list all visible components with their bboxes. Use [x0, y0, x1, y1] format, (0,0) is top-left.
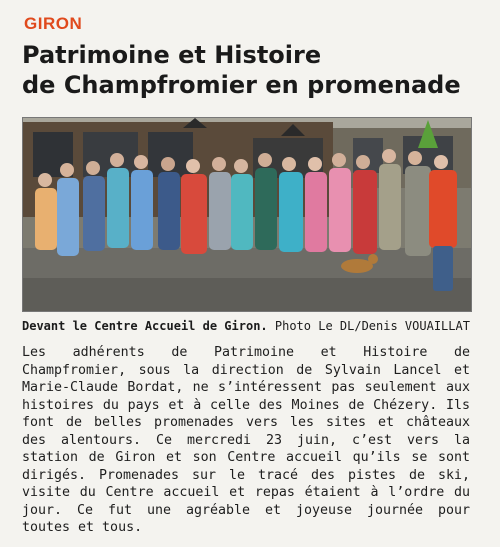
- photo-caption: [22, 318, 492, 334]
- section-label: GIRON: [24, 14, 83, 33]
- article-paragraph: Les adhérents de Patrimoine et Histoire de Champfromier, sous la direction de Sylvain Lancel et Marie-Claude Bordat, ne s’intéressent pas seulement aux histoires du pays et à celle des Moines de Chézery. Ils font de belles promenades vers les sites et châteaux des alentours. Ce mercredi 23 juin, c’est vers la station de Giron et son Centre accueil qu’ils se sont dirigés. Promenades sur le tracé des pistes de ski, visite du Centre accueil et repas étaient à l’ordre du jour. Ce fut une agréable et joyeuse journée pour toutes et tous.: [22, 345, 470, 535]
- group-photo-illustration: [23, 118, 471, 311]
- article-body: [22, 344, 470, 537]
- headline-line-2: de Champfromier en promenade: [22, 71, 461, 99]
- headline: [22, 40, 492, 100]
- photo-credit: Photo Le DL/Denis VOUAILLAT: [274, 319, 470, 333]
- group-photo: [22, 117, 472, 312]
- caption-text: Devant le Centre Accueil de Giron.: [22, 319, 268, 333]
- headline-line-1: Patrimoine et Histoire: [22, 41, 322, 69]
